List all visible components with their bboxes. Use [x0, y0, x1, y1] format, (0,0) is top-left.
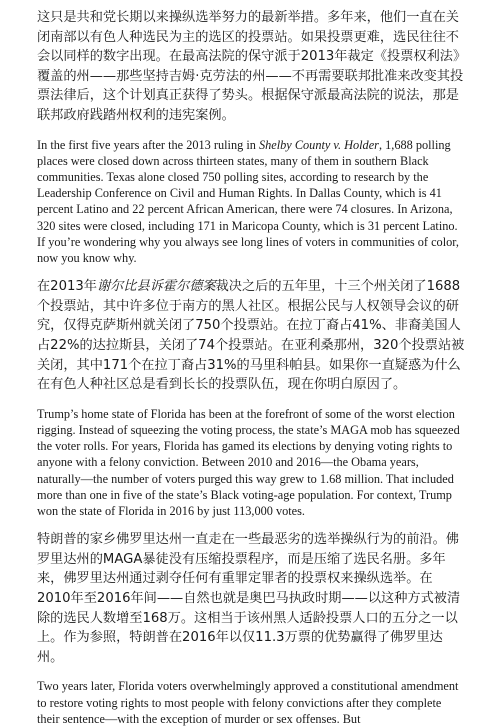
case-name-italic: Shelby County v. Holder: [258, 137, 379, 152]
paragraph-text: 裁决之后的五年里，十三个州关闭了1688个投票站，其中许多位于南方的黑人社区。根据公民与人权领导会议的研究，仅得克萨斯州就关闭了750个投票站。在拉丁裔占41%、非裔美国人占22%的达拉斯县，关闭了74个投票站。在亚利桑那州，320个投票站被关闭，其中171个在拉丁裔占31%的马里科帕县。如果你一直疑惑为什么在有色人种社区总是看到长长的投票队伍，现在你明白原因了。: [37, 279, 465, 393]
paragraph-english-3: Two years later, Florida voters overwhelmingly approved a constitutional amendment to restore voting rights to most people with felony convictions after they complete their sentence—with the exception of murder or sex offenses. But: [37, 679, 459, 726]
paragraph-chinese-2: [37, 277, 465, 395]
article-body: [37, 8, 465, 727]
case-name-italic: 谢尔比县诉霍尔德案: [96, 279, 216, 295]
paragraph-chinese-3: 特朗普的家乡佛罗里达州一直走在一些最恶劣的选举操纵行为的前沿。佛罗里达州的MAGA暴徒没有压缩投票程序，而是压缩了选民名册。多年来，佛罗里达州通过剥夺任何有重罪定罪者的投票权来操纵选举。在2010年至2016年间——自然也就是奥巴马执政时期——以这种方式被清除的选民人数增至168万。这相当于该州黑人适龄投票人口的五分之一以上。作为参照，特朗普在2016年以仅11.3万票的优势赢得了佛罗里达州。: [37, 532, 461, 665]
paragraph-text: , 1,688 polling places were closed down across thirteen states, many of them in southern Black communities. Texas alone closed 750 polling sites, according to research by the Leadership Conference on Civil and Human Rights. In Dallas County, which is 41 percent Latino and 22 percent African American, there were 74 closures. In Arizona, 320 sites were closed, including 171 in Maricopa County, which is 31 percent Latino. If you’re wondering why you always see long lines of voters in communities of color, now you know why.: [37, 137, 459, 265]
paragraph-chinese-1: 这只是共和党长期以来操纵选举努力的最新举措。多年来，他们一直在关闭南部以有色人种选民为主的选区的投票站。如果投票更难，选民往往不会以同样的数字出现。在最高法院的保守派于2013年裁定《投票权利法》覆盖的州——那些坚持吉姆·克劳法的州——不再需要联邦批准来改变其投票法律后，这个计划真正获得了势头。根据保守派最高法院的说法，那是联邦政府践踏州权利的违宪案例。: [37, 10, 464, 123]
paragraph-english-1: [37, 137, 465, 267]
paragraph-text: 在2013年: [37, 279, 97, 295]
paragraph-text: In the first five years after the 2013 ruling in: [37, 137, 259, 152]
paragraph-english-2: Trump’s home state of Florida has been at the forefront of some of the worst election rigging. Instead of squeezing the voting process, the state’s MAGA mob has squeezed the voter rolls. For years, Florida has gamed its elections by denying voting rights to anyone with a felony conviction. Between 2010 and 2016—the Obama years, naturally—the number of voters purged this way grew to 1.68 million. That included more than one in five of the state’s Black voting-age population. For context, Trump won the state of Florida in 2016 by just 113,000 votes.: [37, 406, 460, 518]
